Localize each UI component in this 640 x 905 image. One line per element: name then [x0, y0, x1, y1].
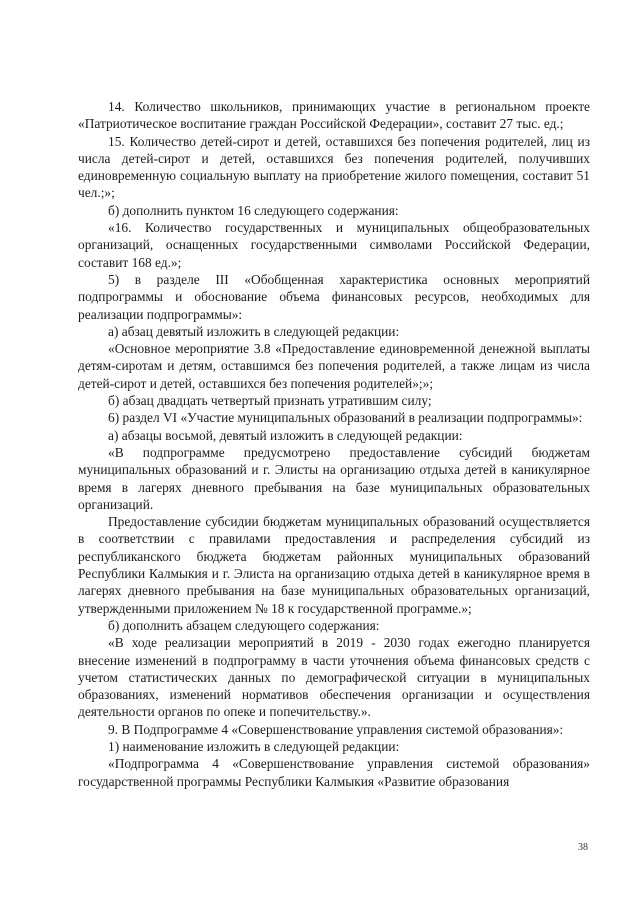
paragraph: б) абзац двадцать четвертый признать утратившим силу; — [108, 393, 432, 409]
paragraph: 15. Количество детей-сирот и детей, оставшихся без попечения родителей, лиц из числа детей-сирот и детей, оставшихся без попечения родителей, получивших единовременную социальную выплату на приобретение жилого помещения, составит 51 чел.;»; — [78, 133, 590, 201]
paragraph: а) абзацы восьмой, девятый изложить в следующей редакции: — [108, 427, 463, 443]
paragraph: «Подпрограмма 4 «Совершенствование управления системой образования» государственной программы Республики Калмыкия «Развитие образования — [78, 756, 590, 789]
paragraph: «В ходе реализации мероприятий в 2019 - 2030 годах ежегодно планируется внесение изменений в подпрограмму в части уточнения объема финансовых средств с учетом статистических данных по демографической ситуации в муниципальных образованиях, изменений нормативов обеспечения организации и осуществления деятельности органов по опеке и попечительству.». — [78, 635, 590, 720]
paragraph: «Основное мероприятие 3.8 «Предоставление единовременной денежной выплаты детям-сиротам и детям, оставшимся без попечения родителей, а также лицам из числа детей-сирот и детей, оставшихся без попечения родителей»;»; — [78, 341, 590, 391]
paragraph: 14. Количество школьников, принимающих участие в региональном проекте «Патриотическое воспитание граждан Российской Федерации», составит 27 тыс. ед.; — [78, 99, 590, 132]
paragraph: б) дополнить пунктом 16 следующего содержания: — [108, 202, 399, 218]
page-number: 38 — [578, 842, 588, 853]
paragraph: 5) в разделе III «Обобщенная характеристика основных мероприятий подпрограммы и обоснование объема финансовых ресурсов, необходимых для реализации подпрограммы»: — [78, 271, 590, 322]
paragraph: а) абзац девятый изложить в следующей редакции: — [108, 323, 400, 339]
paragraph: Предоставление субсидии бюджетам муниципальных образований осуществляется в соответствии с правилами предоставления и распределения субсидий из республиканского бюджета бюджетам районных муниципальных образований Республики Калмыкия и г. Элиста на организацию отдыха детей в каникулярное время в лагерях дневного пребывания на базе муниципальных образовательных организаций, утвержденными приложением № 18 к государственной программе.»; — [78, 514, 590, 616]
document-body — [78, 98, 590, 790]
paragraph: «16. Количество государственных и муниципальных общеобразовательных организаций, оснащенных государственными символами Российской Федерации, составит 168 ед.»; — [78, 220, 590, 270]
paragraph: б) дополнить абзацем следующего содержания: — [108, 617, 380, 633]
paragraph: «В подпрограмме предусмотрено предоставление субсидий бюджетам муниципальных образований и г. Элисты на организацию отдыха детей в каникулярное время в лагерях дневного пребывания на базе муниципальных образовательных организаций. — [78, 444, 590, 512]
paragraph: 1) наименование изложить в следующей редакции: — [108, 738, 400, 754]
paragraph: 9. В Подпрограмме 4 «Совершенствование управления системой образования»: — [108, 721, 564, 737]
paragraph: 6) раздел VI «Участие муниципальных образований в реализации подпрограммы»: — [108, 410, 583, 426]
